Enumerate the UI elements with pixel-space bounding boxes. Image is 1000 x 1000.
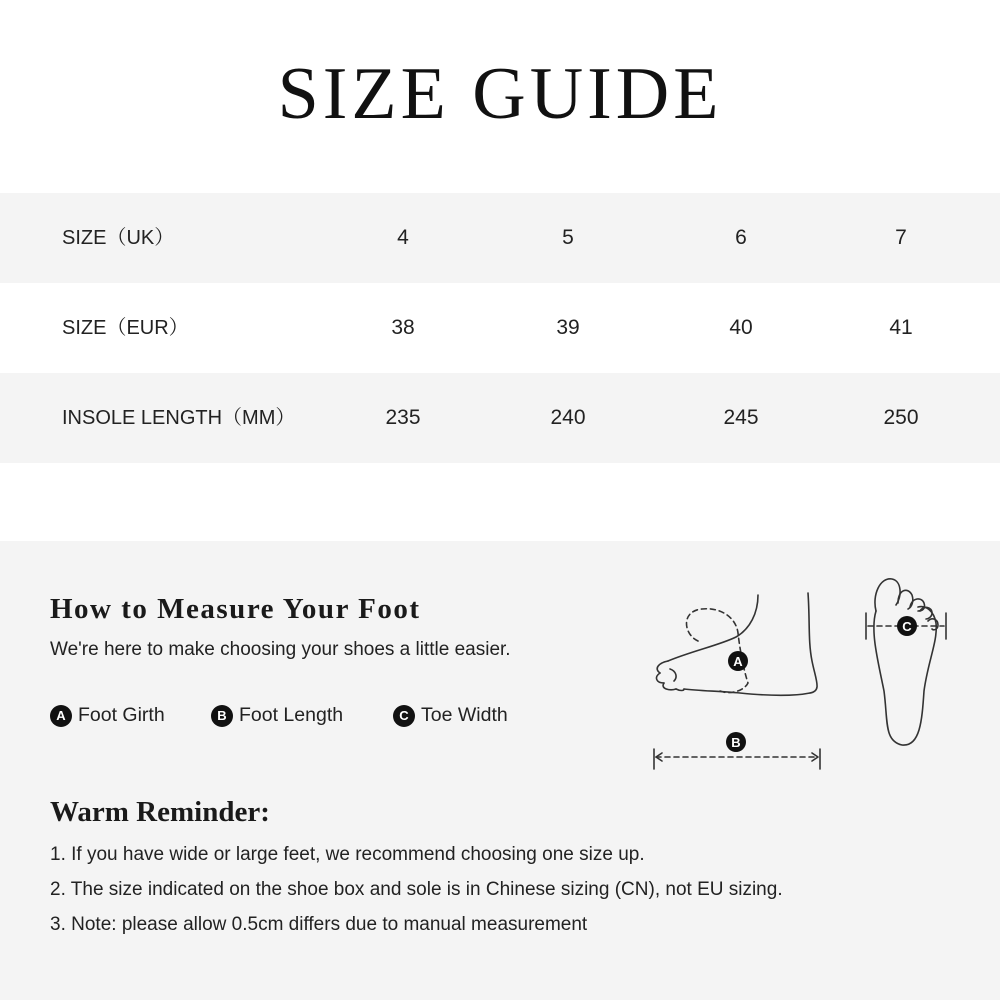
table-cell: 6 [735, 226, 747, 249]
table-cell: 38 [391, 316, 415, 339]
table-row-size-uk [0, 193, 1000, 283]
table-row-size-eur [0, 283, 1000, 373]
reminder-list [50, 842, 783, 947]
reminder-item: 1. If you have wide or large feet, we recommend choosing one size up. [50, 844, 645, 865]
diagram-label-b: B [731, 735, 741, 750]
table-cell: 39 [556, 316, 580, 339]
reminder-item: 2. The size indicated on the shoe box and sole is in Chinese sizing (CN), not EU sizing. [50, 879, 783, 900]
diagram-label-a: A [733, 654, 743, 669]
table-cell: 235 [385, 406, 421, 429]
measure-title: How to Measure Your Foot [50, 593, 421, 625]
table-row-insole-length [0, 373, 1000, 463]
table-cell: 245 [723, 406, 759, 429]
table-cell: 40 [729, 316, 753, 339]
table-cell: 5 [562, 226, 574, 249]
reminder-item: 3. Note: please allow 0.5cm differs due to manual measurement [50, 914, 588, 935]
diagram-label-c: C [902, 619, 912, 634]
table-cell: 4 [397, 226, 409, 249]
badge-c-icon: C [393, 705, 415, 727]
row-label: SIZE（UK） [62, 227, 175, 249]
diagram-badge-c-icon [897, 616, 917, 636]
badge-b-icon: B [211, 705, 233, 727]
legend-foot-girth [50, 704, 165, 727]
row-label: SIZE（EUR） [62, 317, 189, 339]
diagram-badge-a-icon [728, 651, 748, 671]
legend-label: Foot Length [239, 704, 344, 726]
table-cell: 240 [550, 406, 586, 429]
table-cell: 7 [895, 226, 907, 249]
measure-subtitle: We're here to make choosing your shoes a little easier. [50, 639, 511, 660]
foot-diagram [640, 571, 960, 771]
table-cell: 41 [889, 316, 913, 339]
legend-label: Toe Width [421, 704, 508, 726]
reminder-title: Warm Reminder: [50, 796, 270, 828]
legend-label: Foot Girth [78, 704, 165, 726]
table-cell: 250 [883, 406, 919, 429]
size-table [0, 193, 1000, 463]
badge-a-icon: A [50, 705, 72, 727]
row-label: INSOLE LENGTH（MM） [62, 407, 296, 429]
diagram-badge-b-icon [726, 732, 746, 752]
legend-foot-length [211, 704, 343, 727]
legend-toe-width [393, 704, 508, 727]
page-title: SIZE GUIDE [277, 53, 723, 135]
measure-section [0, 541, 1000, 1000]
foot-sole-view-icon [866, 579, 946, 745]
